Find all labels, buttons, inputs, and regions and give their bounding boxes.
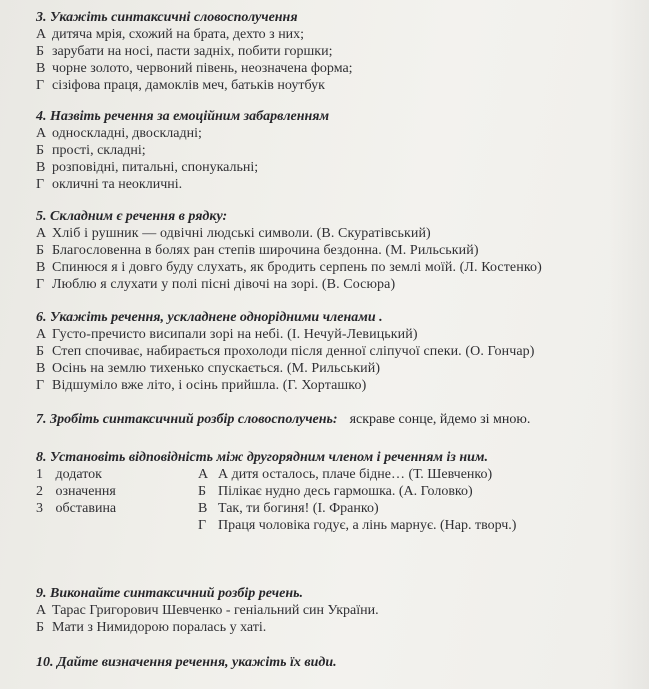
question-4-option-c: В розповідні, питальні, спонукальні;: [36, 160, 259, 175]
question-8-right-d: Г Праця чоловіка годує, а лінь марнує. (Нар. творч.): [198, 518, 517, 533]
question-5: [36, 208, 636, 293]
question-3-option-b: Б зарубати на носі, пасти задніх, побити горшки;: [36, 44, 333, 59]
question-3-option-d: Г сізіфова праця, дамоклів меч, батьків ноутбук: [36, 78, 325, 93]
question-9-title: 9. Виконайте синтаксичний розбір речень.: [36, 586, 303, 601]
question-8-title: 8. Установіть відповідність між другорядним членом і реченням із ним.: [36, 450, 489, 465]
question-4-title: 4. Назвіть речення за емоційним забарвленням: [36, 109, 330, 124]
question-9-option-b: Б Мати з Нимидорою поралась у хаті.: [36, 620, 267, 635]
question-8-left-3: 3 обставина: [36, 501, 117, 516]
question-5-option-a: А Хліб і рушник — одвічні людські символи. (В. Скуратівський): [36, 226, 431, 241]
question-5-option-d: Г Люблю я слухати у полі пісні дівочі на зорі. (В. Сосюра): [36, 277, 396, 292]
question-8-left-2: 2 означення: [36, 484, 116, 499]
question-8-right-a: А А дитя осталось, плаче бідне… (Т. Шевченко): [198, 467, 493, 482]
question-8-matching-table: [36, 466, 636, 536]
question-3-option-c: В чорне золото, червоний півень, неозначена форма;: [36, 61, 353, 76]
question-4-option-b: Б прості, складні;: [36, 143, 146, 158]
question-6-option-a: А Густо-пречисто висипали зорі на небі. (І. Нечуй-Левицький): [36, 327, 418, 342]
question-6: [36, 309, 636, 394]
question-8-left-1: 1 додаток: [36, 467, 102, 482]
question-3: [36, 9, 636, 94]
question-3-title: 3. Укажіть синтаксичні словосполучення: [36, 10, 298, 25]
question-7: [36, 411, 636, 428]
question-6-title: 6. Укажіть речення, ускладнене однорідними членами .: [36, 310, 383, 325]
question-8-right-column: [198, 466, 516, 534]
question-7-title: 7. Зробіть синтаксичний розбір словосполучень: яскраве сонце, йдемо зі мною.: [36, 412, 531, 427]
question-6-option-c: В Осінь на землю тихенько спускається. (М. Рильський): [36, 361, 381, 376]
question-8-right-b: Б Пілікає нудно десь гармошка. (А. Головко): [198, 484, 473, 499]
question-4-option-a: А односкладні, двоскладні;: [36, 126, 202, 141]
question-9: [36, 585, 636, 636]
question-6-option-b: Б Степ спочиває, набирається прохолоди після денної сліпучої спеки. (О. Гончар): [36, 344, 535, 359]
question-5-title: 5. Складним є речення в рядку:: [36, 209, 228, 224]
question-7-phrase: яскраве сонце, йдемо зі мною.: [349, 412, 531, 427]
question-4: [36, 108, 636, 193]
question-6-option-d: Г Відшуміло вже літо, і осінь прийшла. (Г. Хорташко): [36, 378, 367, 393]
question-10: [36, 654, 636, 671]
question-5-option-c: В Спинюся я і довго буду слухать, як бродить серпень по землі моїй. (Л. Костенко): [36, 260, 542, 275]
question-9-option-a: А Тарас Григорович Шевченко - геніальний син України.: [36, 603, 379, 618]
question-10-title: 10. Дайте визначення речення, укажіть їх види.: [36, 655, 337, 670]
question-8: [36, 449, 636, 536]
question-4-option-d: Г окличні та неокличні.: [36, 177, 183, 192]
question-5-option-b: Б Благословенна в болях ран степів широчина бездонна. (М. Рильський): [36, 243, 479, 258]
question-8-right-c: В Так, ти богиня! (І. Франко): [198, 501, 379, 516]
question-8-left-column: [36, 466, 116, 517]
question-3-option-a: А дитяча мрія, схожий на брата, дехто з них;: [36, 27, 305, 42]
